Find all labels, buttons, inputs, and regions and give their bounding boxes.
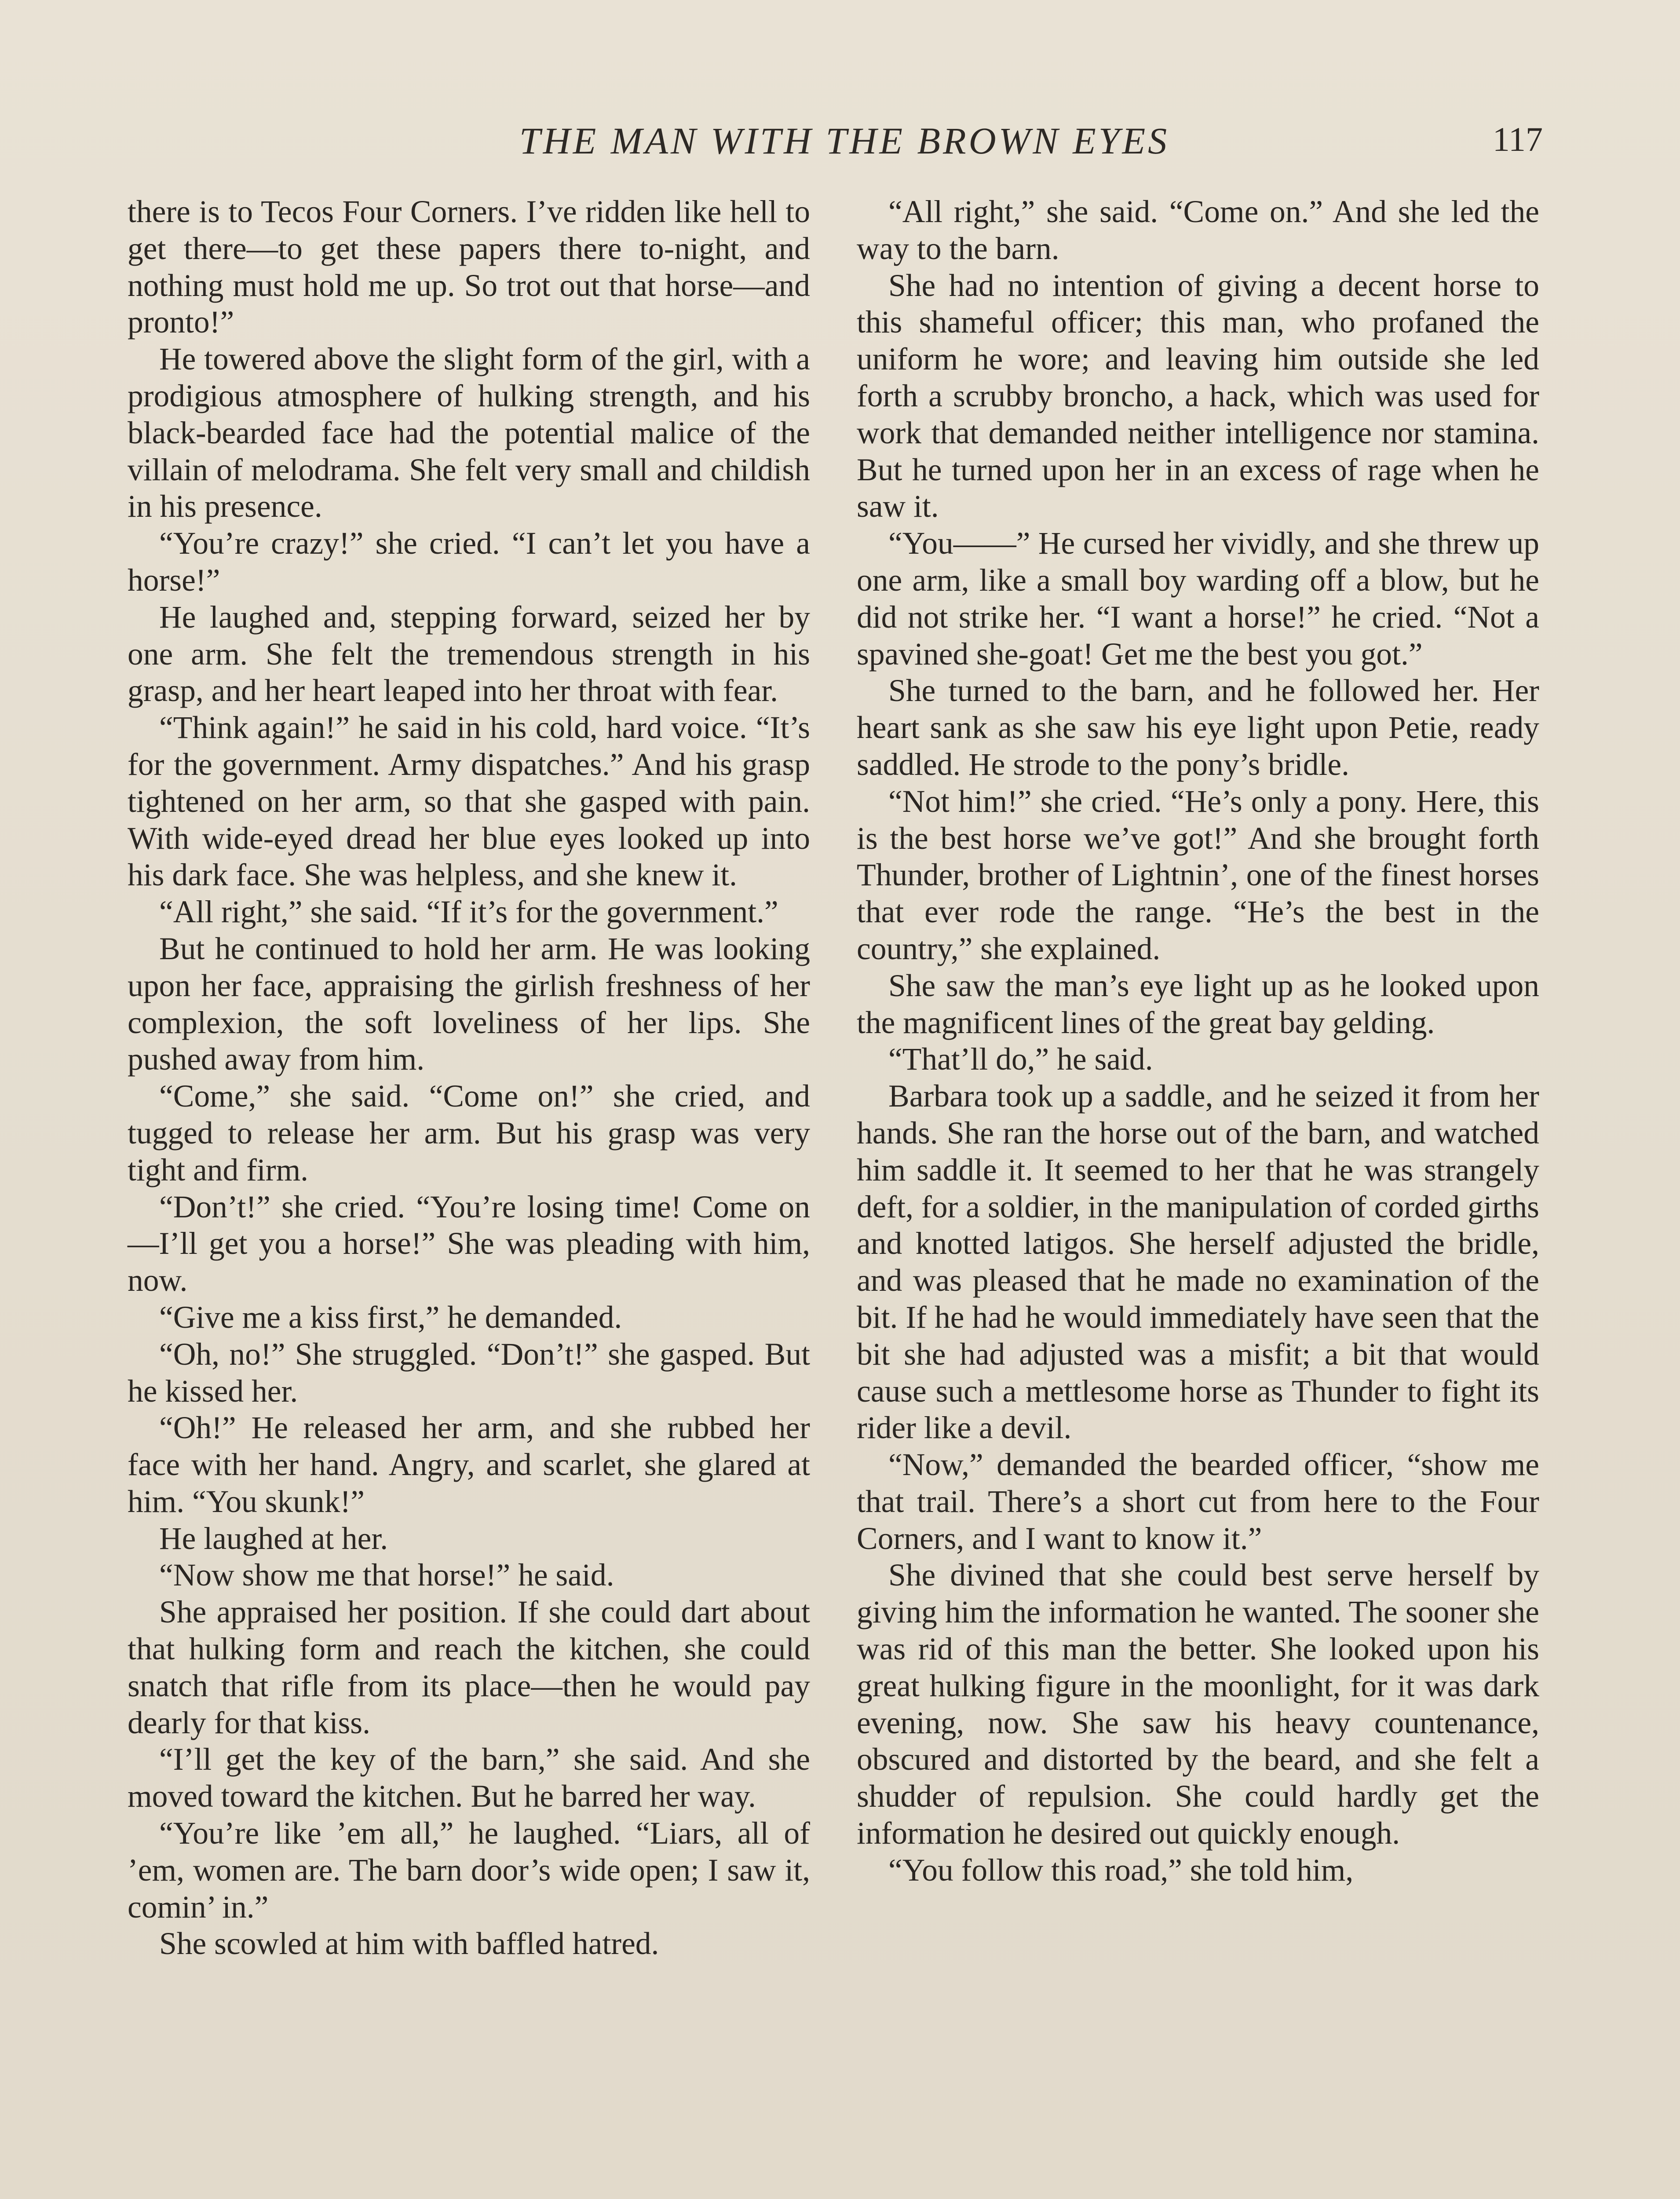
paragraph: “You follow this road,” she told him, — [888, 1852, 1354, 1888]
paragraph: “You’re like ’em all,” he laughed. “Liars, all of ’em, women are. The barn door’s wide open; I saw it, comin’ in.” — [128, 1816, 810, 1925]
running-title: THE MAN WITH THE BROWN EYES — [519, 120, 1170, 162]
paragraph: She scowled at him with baffled hatred. — [159, 1926, 659, 1962]
paragraph: He towered above the slight form of the girl, with a prodigious atmosphere of hulking strength, and his black-bearded face had the potential malice of the villain of melodrama. She felt very small and childish in his presence. — [128, 342, 810, 524]
paragraph: Barbara took up a saddle, and he seized it from her hands. She ran the horse out of the barn, and watched him saddle it. It seemed to her that he was strangely deft, for a soldier, in the manipulation of corded girths and knotted latigos. She herself adjusted the bridle, and was pleased that he made no examination of the bit. If he had he would immediately have seen that the bit she had adjusted was a misfit; a bit that would cause such a mettlesome horse as Thunder to fight its rider like a devil. — [857, 1079, 1539, 1446]
paragraph: “All right,” she said. “Come on.” And she led the way to the barn. — [857, 194, 1539, 266]
paragraph: “All right,” she said. “If it’s for the government.” — [159, 895, 778, 930]
paragraph: “That’ll do,” he said. — [888, 1042, 1153, 1077]
paragraph: “Now,” demanded the bearded officer, “show me that trail. There’s a short cut from here to the Four Corners, and I want to know it.” — [857, 1447, 1539, 1556]
paragraph: “You——” He cursed her vividly, and she threw up one arm, like a small boy warding off a blow, but he did not strike her. “I want a horse!” he cried. “Not a spavined she-goat! Get me the best you got.” — [857, 526, 1539, 672]
left-column — [128, 194, 810, 1962]
paragraph: “Come,” she said. “Come on!” she cried, and tugged to release her arm. But his grasp was very tight and firm. — [128, 1079, 810, 1187]
paragraph: “Oh!” He released her arm, and she rubbed her face with her hand. Angry, and scarlet, she glared at him. “You skunk!” — [128, 1410, 810, 1519]
paragraph: He laughed at her. — [159, 1521, 388, 1556]
paragraph: “Don’t!” she cried. “You’re losing time! Come on—I’ll get you a horse!” She was pleading with him, now. — [128, 1189, 810, 1298]
paragraph: “Think again!” he said in his cold, hard voice. “It’s for the government. Army dispatches.” And his grasp tightened on her arm, so that she gasped with pain. With wide-eyed dread her blue eyes looked up into his dark face. She was helpless, and she knew it. — [128, 710, 810, 893]
paragraph: “Not him!” she cried. “He’s only a pony. Here, this is the best horse we’ve got!” And she brought forth Thunder, brother of Lightnin’, one of the finest horses that ever rode the range. “He’s the best in the country,” she explained. — [857, 784, 1539, 966]
paragraph: there is to Tecos Four Corners. I’ve ridden like hell to get there—to get these papers there to-night, and nothing must hold me up. So trot out that horse—and pronto!” — [128, 194, 810, 340]
right-column — [857, 194, 1539, 1889]
paragraph: She saw the man’s eye light up as he looked upon the magnificent lines of the great bay gelding. — [857, 968, 1539, 1040]
paragraph: “Give me a kiss first,” he demanded. — [159, 1300, 622, 1335]
paragraph: But he continued to hold her arm. He was looking upon her face, appraising the girlish freshness of her complexion, the soft loveliness of her lips. She pushed away from him. — [128, 931, 810, 1077]
paragraph: She divined that she could best serve herself by giving him the information he wanted. The sooner she was rid of this man the better. She looked upon his great hulking figure in the moonlight, for it was dark evening, now. She saw his heavy countenance, obscured and distorted by the beard, and she felt a shudder of repulsion. She could hardly get the information he desired out quickly enough. — [857, 1558, 1539, 1851]
page-number: 117 — [1492, 120, 1543, 158]
paragraph: “Now show me that horse!” he said. — [159, 1558, 614, 1593]
paragraph: “I’ll get the key of the barn,” she said. And she moved toward the kitchen. But he barred her way. — [128, 1742, 810, 1814]
paragraph: “Oh, no!” She struggled. “Don’t!” she gasped. But he kissed her. — [128, 1337, 810, 1409]
paragraph: She appraised her position. If she could dart about that hulking form and reach the kitchen, she could snatch that rifle from its place—then he would pay dearly for that kiss. — [128, 1595, 810, 1740]
paragraph: She had no intention of giving a decent horse to this shameful officer; this man, who profaned the uniform he wore; and leaving him outside she led forth a scrubby broncho, a hack, which was used for work that demanded neither intelligence nor stamina. But he turned upon her in an excess of rage when he saw it. — [857, 268, 1539, 524]
paragraph: She turned to the barn, and he followed her. Her heart sank as she saw his eye light upon Petie, ready saddled. He strode to the pony’s bridle. — [857, 673, 1539, 782]
paragraph: “You’re crazy!” she cried. “I can’t let you have a horse!” — [128, 526, 810, 598]
paragraph: He laughed and, stepping forward, seized her by one arm. She felt the tremendous strength in his grasp, and her heart leaped into her throat with fear. — [128, 599, 810, 709]
